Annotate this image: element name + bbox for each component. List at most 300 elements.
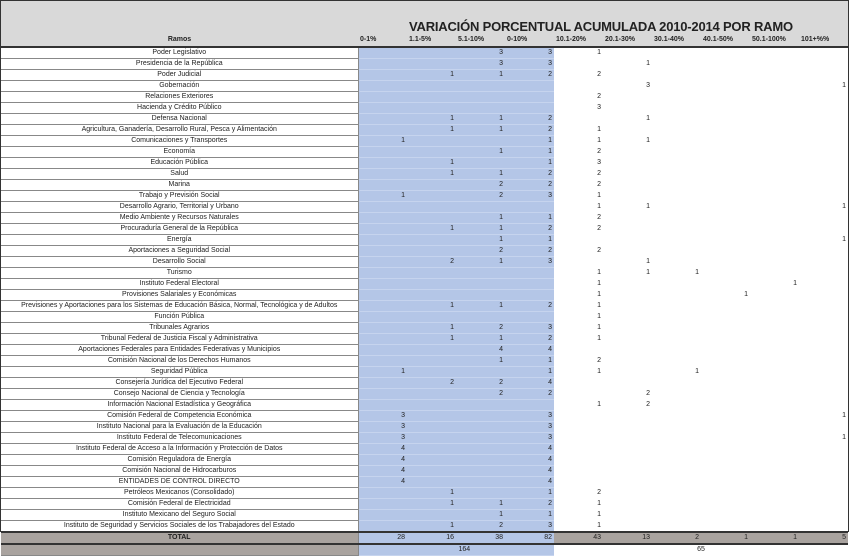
value-cell	[456, 158, 505, 169]
value-cell	[358, 290, 407, 301]
value-cell	[358, 147, 407, 158]
table-row	[1, 400, 848, 411]
value-cell	[554, 378, 603, 389]
value-cell: 1	[505, 158, 554, 169]
table-row	[1, 81, 848, 92]
value-cell	[603, 246, 652, 257]
value-cell: 2	[505, 334, 554, 345]
value-cell	[701, 521, 750, 533]
value-cell	[799, 136, 848, 147]
value-cell	[652, 466, 701, 477]
value-cell: 3	[505, 422, 554, 433]
value-cell: 1	[597, 126, 601, 133]
column-header: 1.1-5%	[409, 36, 432, 43]
value-cell	[603, 510, 652, 521]
value-cell: 2	[597, 148, 601, 155]
ramo-name: Relaciones Exteriores	[1, 92, 358, 103]
value-cell: 3	[505, 411, 554, 422]
value-cell	[652, 521, 701, 533]
value-cell: 3	[646, 82, 650, 89]
value-cell	[799, 378, 848, 389]
value-cell	[652, 202, 701, 213]
value-cell	[407, 444, 456, 455]
value-cell	[407, 268, 456, 279]
ramo-name: Gobernación	[1, 81, 358, 92]
value-cell	[603, 411, 652, 422]
value-cell	[701, 301, 750, 312]
value-cell	[358, 81, 407, 92]
value-cell	[750, 455, 799, 466]
value-cell	[799, 301, 848, 312]
ramo-name: Trabajo y Previsión Social	[1, 191, 358, 202]
value-cell: 2	[456, 180, 505, 191]
value-cell	[799, 158, 848, 169]
value-cell	[701, 312, 750, 323]
value-cell: 4	[358, 444, 407, 455]
value-cell	[407, 202, 456, 213]
ramo-name: Poder Legislativo	[1, 48, 358, 59]
value-cell	[701, 114, 750, 125]
value-cell	[799, 191, 848, 202]
table-row	[1, 147, 848, 158]
value-cell	[456, 466, 505, 477]
value-cell: 4	[505, 378, 554, 389]
table-row	[1, 455, 848, 466]
value-cell	[603, 466, 652, 477]
value-cell	[701, 81, 750, 92]
value-cell	[407, 180, 456, 191]
total-cell: 1	[701, 532, 750, 544]
table-row	[1, 224, 848, 235]
table-row	[1, 323, 848, 334]
ramo-name: Comisión Reguladora de Energía	[1, 455, 358, 466]
value-cell	[407, 246, 456, 257]
value-cell	[407, 433, 456, 444]
value-cell: 3	[456, 48, 505, 59]
value-cell	[603, 312, 652, 323]
value-cell: 3	[597, 159, 601, 166]
ramo-name: Instituto de Seguridad y Servicios Sociales de los Trabajadores del Estado	[1, 521, 358, 533]
value-cell: 1	[407, 323, 456, 334]
value-cell	[799, 510, 848, 521]
column-header: 50.1-100%	[752, 36, 786, 43]
column-header: 5.1-10%	[458, 36, 485, 43]
value-cell	[652, 235, 701, 246]
value-cell	[750, 114, 799, 125]
value-cell	[750, 367, 799, 378]
value-cell	[358, 334, 407, 345]
value-cell: 2	[597, 357, 601, 364]
value-cell	[750, 290, 799, 301]
value-cell	[603, 224, 652, 235]
ramo-name: Provisiones Salariales y Económicas	[1, 290, 358, 301]
value-cell	[407, 235, 456, 246]
value-cell: 2	[505, 224, 554, 235]
value-cell	[652, 59, 701, 70]
ramo-name: Turismo	[1, 268, 358, 279]
value-cell: 1	[597, 313, 601, 320]
value-cell: 4	[505, 455, 554, 466]
value-cell	[701, 378, 750, 389]
table-row	[1, 301, 848, 312]
value-cell: 1	[597, 401, 601, 408]
value-cell	[603, 323, 652, 334]
value-cell: 1	[597, 521, 601, 529]
value-cell	[701, 268, 750, 279]
value-cell	[358, 257, 407, 268]
value-cell	[750, 411, 799, 422]
value-cell	[652, 312, 701, 323]
value-cell	[799, 224, 848, 235]
table-row	[1, 191, 848, 202]
value-cell	[358, 521, 407, 533]
value-cell	[456, 488, 505, 499]
value-cell: 2	[407, 257, 456, 268]
value-cell	[750, 70, 799, 81]
value-cell: 3	[505, 257, 554, 268]
value-cell: 1	[842, 203, 846, 210]
value-cell	[407, 290, 456, 301]
value-cell	[652, 389, 701, 400]
value-cell	[799, 103, 848, 114]
table-row	[1, 488, 848, 499]
value-cell: 2	[456, 521, 505, 533]
value-cell: 2	[505, 169, 554, 180]
table-row	[1, 312, 848, 323]
ramo-name: Desarrollo Social	[1, 257, 358, 268]
value-cell: 1	[407, 521, 456, 533]
value-cell: 2	[597, 489, 601, 496]
table-row	[1, 235, 848, 246]
value-cell	[603, 279, 652, 290]
value-cell: 2	[456, 323, 505, 334]
ramo-name: Seguridad Pública	[1, 367, 358, 378]
value-cell	[701, 48, 750, 59]
value-cell: 3	[505, 433, 554, 444]
table-row	[1, 158, 848, 169]
value-cell	[750, 444, 799, 455]
table-row	[1, 59, 848, 70]
value-cell	[701, 147, 750, 158]
value-cell	[456, 367, 505, 378]
value-cell: 1	[505, 147, 554, 158]
subtotal-above-10: 65	[697, 546, 705, 554]
value-cell: 2	[505, 125, 554, 136]
value-cell	[652, 422, 701, 433]
value-cell	[407, 147, 456, 158]
value-cell	[407, 466, 456, 477]
value-cell	[358, 202, 407, 213]
value-cell	[701, 59, 750, 70]
value-cell	[701, 213, 750, 224]
value-cell	[799, 180, 848, 191]
value-cell	[505, 81, 554, 92]
value-cell	[750, 103, 799, 114]
value-cell	[799, 70, 848, 81]
value-cell	[750, 477, 799, 488]
value-cell: 2	[505, 70, 554, 81]
total-cell: 28	[358, 532, 407, 544]
value-cell	[750, 213, 799, 224]
value-cell: 4	[505, 466, 554, 477]
value-cell	[652, 114, 701, 125]
subtotal-label-blank	[1, 544, 358, 556]
value-cell	[750, 257, 799, 268]
value-cell	[750, 378, 799, 389]
value-cell	[358, 345, 407, 356]
value-cell	[603, 499, 652, 510]
column-header-ramos: Ramos	[167, 36, 192, 43]
value-cell	[505, 202, 554, 213]
table-row	[1, 367, 848, 378]
value-cell	[603, 345, 652, 356]
value-cell	[603, 444, 652, 455]
value-cell: 1	[456, 114, 505, 125]
value-cell	[750, 400, 799, 411]
value-cell	[456, 422, 505, 433]
value-cell	[750, 246, 799, 257]
value-cell	[799, 279, 848, 290]
value-cell	[701, 125, 750, 136]
value-cell	[750, 312, 799, 323]
value-cell: 1	[456, 510, 505, 521]
value-cell	[554, 114, 603, 125]
value-cell: 1	[646, 115, 650, 122]
value-cell	[358, 499, 407, 510]
value-cell: 1	[407, 70, 456, 81]
value-cell: 4	[505, 444, 554, 455]
value-cell	[505, 92, 554, 103]
value-cell	[407, 213, 456, 224]
table-row	[1, 279, 848, 290]
value-cell: 1	[407, 114, 456, 125]
ramo-name: Instituto Mexicano del Seguro Social	[1, 510, 358, 521]
value-cell	[358, 356, 407, 367]
value-cell: 2	[597, 181, 601, 188]
value-cell	[701, 356, 750, 367]
value-cell: 1	[646, 60, 650, 67]
ramo-name: Hacienda y Crédito Público	[1, 103, 358, 114]
value-cell: 1	[456, 257, 505, 268]
value-cell: 3	[505, 191, 554, 202]
value-cell: 1	[597, 203, 601, 210]
ramo-name: Previsiones y Aportaciones para los Sistemas de Educación Básica, Normal, Tecnológica y de Adultos	[1, 301, 358, 312]
value-cell: 4	[358, 455, 407, 466]
value-cell	[652, 378, 701, 389]
ramo-name: Economía	[1, 147, 358, 158]
value-cell: 1	[407, 488, 456, 499]
table-row	[1, 257, 848, 268]
value-cell	[407, 136, 456, 147]
value-cell	[701, 499, 750, 510]
table-row	[1, 422, 848, 433]
value-cell: 3	[358, 433, 407, 444]
value-cell	[554, 389, 603, 400]
value-cell	[750, 158, 799, 169]
value-cell: 1	[407, 158, 456, 169]
value-cell	[701, 235, 750, 246]
value-cell: 1	[505, 488, 554, 499]
value-cell	[750, 235, 799, 246]
value-cell: 1	[842, 236, 846, 243]
value-cell	[652, 191, 701, 202]
value-cell	[603, 92, 652, 103]
value-cell	[603, 213, 652, 224]
value-cell	[652, 444, 701, 455]
value-cell	[701, 257, 750, 268]
value-cell	[652, 433, 701, 444]
value-cell: 2	[505, 301, 554, 312]
table-row	[1, 180, 848, 191]
value-cell	[799, 257, 848, 268]
value-cell	[652, 290, 701, 301]
value-cell: 2	[597, 214, 601, 221]
value-cell	[701, 477, 750, 488]
subtotal-0-10: 164	[358, 544, 554, 556]
value-cell: 1	[695, 269, 699, 276]
value-cell: 1	[358, 136, 407, 147]
value-cell	[799, 389, 848, 400]
value-cell	[701, 169, 750, 180]
value-cell	[750, 268, 799, 279]
value-cell: 1	[842, 434, 846, 441]
value-cell	[554, 477, 603, 488]
value-cell	[799, 114, 848, 125]
value-cell	[358, 389, 407, 400]
value-cell	[799, 246, 848, 257]
column-header: 20.1-30%	[605, 36, 635, 43]
value-cell	[407, 477, 456, 488]
value-cell	[358, 103, 407, 114]
value-cell	[799, 290, 848, 301]
value-cell	[701, 323, 750, 334]
value-cell	[701, 103, 750, 114]
table-row	[1, 268, 848, 279]
value-cell	[358, 400, 407, 411]
value-cell: 1	[407, 499, 456, 510]
value-cell	[554, 257, 603, 268]
value-cell: 1	[456, 499, 505, 510]
value-cell	[750, 92, 799, 103]
value-cell	[701, 411, 750, 422]
ramo-name: Marina	[1, 180, 358, 191]
value-cell	[652, 180, 701, 191]
value-cell	[750, 499, 799, 510]
value-cell	[750, 202, 799, 213]
value-cell	[652, 356, 701, 367]
value-cell	[750, 521, 799, 533]
value-cell: 3	[505, 323, 554, 334]
value-cell	[701, 70, 750, 81]
value-cell: 1	[646, 258, 650, 265]
value-cell	[652, 279, 701, 290]
value-cell	[701, 444, 750, 455]
value-cell	[652, 81, 701, 92]
column-header: 10.1-20%	[556, 36, 586, 43]
value-cell	[358, 312, 407, 323]
value-cell: 1	[407, 224, 456, 235]
value-cell	[799, 422, 848, 433]
value-cell: 1	[456, 125, 505, 136]
total-cell: 82	[505, 532, 554, 544]
value-cell: 1	[744, 291, 748, 298]
value-cell	[750, 81, 799, 92]
value-cell: 2	[407, 378, 456, 389]
value-cell: 1	[793, 280, 797, 287]
value-cell	[358, 235, 407, 246]
total-cell: 1	[750, 532, 799, 544]
value-cell	[407, 191, 456, 202]
table-header	[1, 1, 848, 48]
value-cell	[358, 180, 407, 191]
total-cell: 2	[652, 532, 701, 544]
value-cell	[799, 521, 848, 533]
value-cell	[750, 301, 799, 312]
table-row	[1, 246, 848, 257]
ramo-name: Energía	[1, 235, 358, 246]
ramo-name: Consejería Jurídica del Ejecutivo Federal	[1, 378, 358, 389]
value-cell	[652, 488, 701, 499]
table-row	[1, 499, 848, 510]
value-cell	[358, 510, 407, 521]
value-cell: 1	[407, 125, 456, 136]
value-cell	[701, 455, 750, 466]
value-cell	[799, 444, 848, 455]
value-cell	[603, 477, 652, 488]
value-cell	[652, 136, 701, 147]
data-table	[1, 48, 848, 556]
value-cell	[407, 48, 456, 59]
value-cell	[652, 510, 701, 521]
value-cell	[407, 510, 456, 521]
value-cell: 1	[842, 412, 846, 419]
value-cell	[554, 455, 603, 466]
value-cell: 1	[456, 235, 505, 246]
value-cell	[701, 191, 750, 202]
value-cell	[701, 488, 750, 499]
column-header: 101+%%	[801, 36, 830, 43]
value-cell	[750, 169, 799, 180]
value-cell	[750, 334, 799, 345]
value-cell: 2	[456, 191, 505, 202]
value-cell: 1	[597, 500, 601, 507]
value-cell: 1	[646, 203, 650, 210]
column-header: 40.1-50%	[703, 36, 733, 43]
value-cell	[603, 521, 652, 533]
value-cell	[603, 103, 652, 114]
value-cell	[505, 279, 554, 290]
value-cell	[554, 444, 603, 455]
value-cell: 2	[597, 170, 601, 177]
value-cell: 1	[505, 367, 554, 378]
value-cell	[407, 367, 456, 378]
value-cell	[554, 433, 603, 444]
table-row	[1, 411, 848, 422]
value-cell	[652, 48, 701, 59]
value-cell	[701, 433, 750, 444]
value-cell: 1	[456, 70, 505, 81]
value-cell	[799, 125, 848, 136]
ramo-name: Comisión Federal de Electricidad	[1, 499, 358, 510]
value-cell	[799, 334, 848, 345]
value-cell	[652, 477, 701, 488]
value-cell: 1	[842, 82, 846, 89]
value-cell	[358, 246, 407, 257]
value-cell	[652, 400, 701, 411]
value-cell	[456, 92, 505, 103]
value-cell	[456, 279, 505, 290]
ramo-name: Comunicaciones y Transportes	[1, 136, 358, 147]
